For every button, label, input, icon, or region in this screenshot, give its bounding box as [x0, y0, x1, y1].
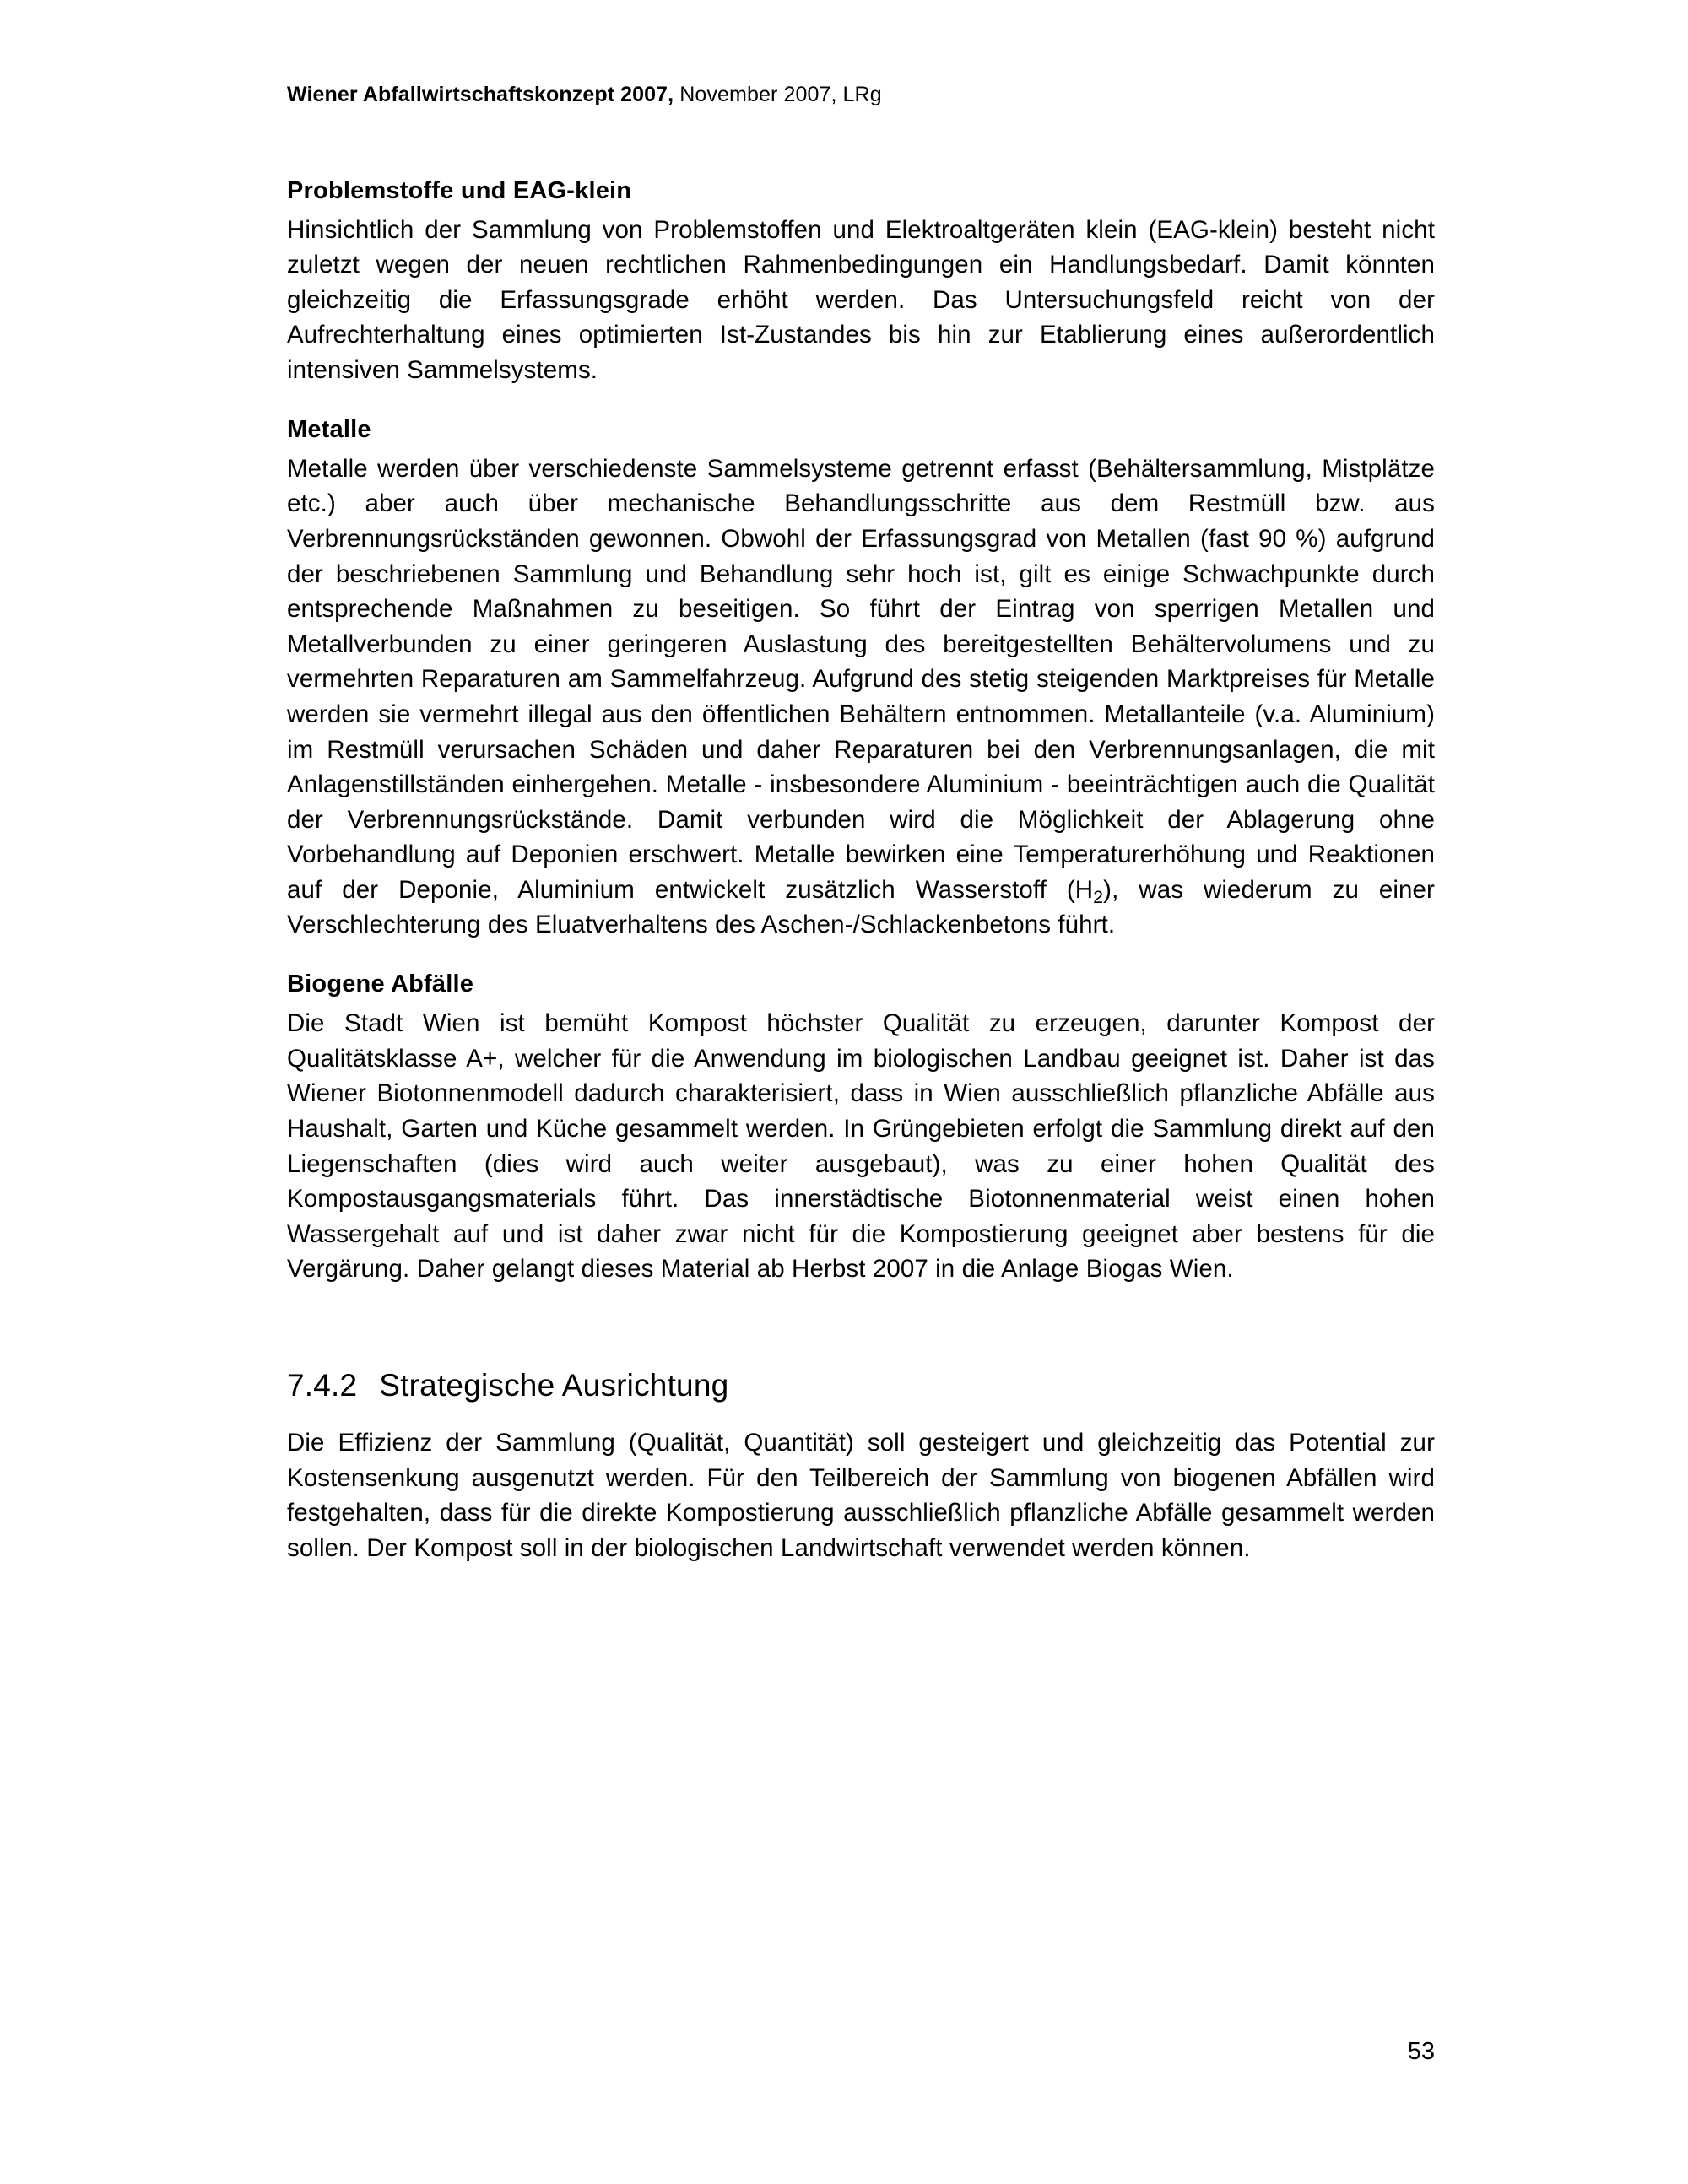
numbered-section-paragraph: Die Effizienz der Sammlung (Qualität, Quantität) soll gesteigert und gleichzeitig das Potential zur Kostensenkung ausgenutzt werden. Für den Teilbereich der Sammlung von biogenen Abfällen wird festgehalten, dass für die direkte Kompostierung ausschließlich pflanzliche Abfälle gesammelt werden sollen. Der Kompost soll in der biologischen Landwirtschaft verwendet werden können. [287, 1428, 1435, 1562]
section-heading-metalle: Metalle [287, 415, 371, 443]
section-heading-problemstoffe: Problemstoffe und EAG-klein [287, 176, 632, 204]
section-paragraph-problemstoffe: Hinsichtlich der Sammlung von Problemstoffen und Elektroaltgeräten klein (EAG-klein) besteht nicht zuletzt wegen der neuen rechtlichen Rahmenbedingungen ein Handlungsbedarf. Damit könnten gleichzeitig die Erfassungsgrade erhöht werden. Das Untersuchungsfeld reicht von der Aufrechterhaltung eines optimierten Ist-Zustandes bis hin zur Etablierung eines außerordentlich intensiven Sammelsystems. [287, 215, 1435, 385]
section-biogene-abfaelle [287, 968, 1435, 1287]
running-header-title: Wiener Abfallwirtschaftskonzept 2007, [287, 83, 674, 106]
metalle-text-part2: ), was wiederum zu einer Verschlechterung des Eluatverhaltens des Aschen-/Schlackenbetons führt. [287, 875, 1435, 939]
section-number: 7.4.2 [287, 1367, 358, 1403]
page-content [287, 81, 1435, 1565]
numbered-section-heading [287, 1368, 1435, 1403]
section-title: Strategische Ausrichtung [379, 1367, 729, 1403]
section-paragraph-biogene-abfaelle: Die Stadt Wien ist bemüht Kompost höchster Qualität zu erzeugen, darunter Kompost der Qualitätsklasse A+, welcher für die Anwendung im biologischen Landbau geeignet ist. Daher ist das Wiener Biotonnenmodell dadurch charakterisiert, dass in Wien ausschließlich pflanzliche Abfälle aus Haushalt, Garten und Küche gesammelt werden. In Grüngebieten erfolgt die Sammlung direkt auf den Liegenschaften (dies wird auch weiter ausgebaut), was zu einer hohen Qualität des Kompostausgangsmaterials führt. Das innerstädtische Biotonnenmaterial weist einen hohen Wassergehalt auf und ist daher zwar nicht für die Kompostierung geeignet aber bestens für die Vergärung. Daher gelangt dieses Material ab Herbst 2007 in die Anlage Biogas Wien. [287, 1009, 1435, 1284]
section-metalle [287, 414, 1435, 943]
page-number: 53 [1407, 2038, 1435, 2065]
running-header [287, 81, 1435, 109]
metalle-subscript: 2 [1093, 886, 1104, 907]
section-paragraph-metalle [287, 451, 1435, 943]
section-problemstoffe [287, 175, 1435, 388]
metalle-text-part1: Metalle werden über verschiedenste Sammelsysteme getrennt erfasst (Behältersammlung, Mistplätze etc.) aber auch über mechanische Behandlungsschritte aus dem Restmüll bzw. aus Verbrennungsrückständen gewonnen. Obwohl der Erfassungsgrad von Metallen (fast 90 %) aufgrund der beschriebenen Sammlung und Behandlung sehr hoch ist, gilt es einige Schwachpunkte durch entsprechende Maßnahmen zu beseitigen. So führt der Eintrag von sperrigen Metallen und Metallverbunden zu einer geringeren Auslastung des bereitgestellten Behältervolumens und zu vermehrten Reparaturen am Sammelfahrzeug. Aufgrund des stetig steigenden Marktpreises für Metalle werden sie vermehrt illegal aus den öffentlichen Behältern entnommen. Metallanteile (v.a. Aluminium) im Restmüll verursachen Schäden und daher Reparaturen bei den Verbrennungsanlagen, die mit Anlagenstillständen einhergehen. Metalle - insbesondere Aluminium - beeinträchtigen auch die Qualität der Verbrennungsrückstände. Damit verbunden wird die Möglichkeit der Ablagerung ohne Vorbehandlung auf Deponien erschwert. Metalle bewirken eine Temperaturerhöhung und Reaktionen auf der Deponie, Aluminium entwickelt zusätzlich Wasserstoff (H [287, 454, 1435, 904]
section-heading-biogene-abfaelle: Biogene Abfälle [287, 970, 474, 998]
running-header-meta: November 2007, LRg [674, 83, 882, 106]
